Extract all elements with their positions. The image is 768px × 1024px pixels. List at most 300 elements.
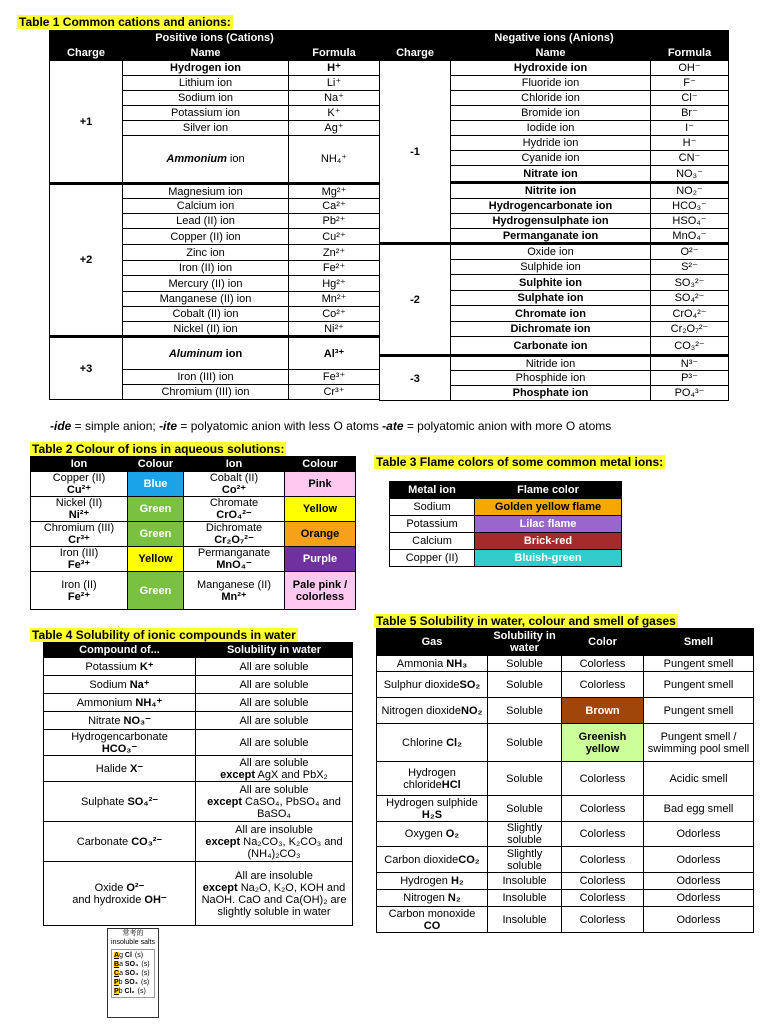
except-label: except [205,835,241,848]
colour-swatch: Green [128,572,184,610]
anion-name: Bromide ion [451,106,651,121]
gas-row [377,672,754,698]
ion-name: Dichromate [205,522,263,534]
inset-rest: b [118,979,123,986]
compound-line [46,731,193,743]
gas-cell [377,873,488,890]
ion-cell [31,497,128,522]
cation-formula: Ag⁺ [289,121,380,136]
gas-cell [377,822,488,847]
charge-cell: +2 [50,184,123,337]
col-name: Name [451,46,651,61]
ion-colour-row [31,547,356,572]
gas-formula: HCl [441,778,461,791]
gas-solubility: Soluble [488,762,562,796]
anion-formula: Cl⁻ [651,91,729,106]
inset-letter: B [114,961,120,968]
solubility-rule: All are insoluble [235,869,313,882]
gas-smell: Odorless [644,907,754,933]
ion-colour-row [31,497,356,522]
flame-color: Bluish-green [475,550,622,567]
cation-formula: Fe³⁺ [289,370,380,385]
ion-name: Iron (III) [59,547,99,559]
ion-cell [31,547,128,572]
gas-solubility: Slightly soluble [488,822,562,847]
solubility-cell [196,822,353,862]
cation-name: Chromium (III) ion [123,385,289,400]
cation-name: Cobalt (II) ion [123,307,289,322]
flame-row [390,516,622,533]
cation-formula: Pb²⁺ [289,214,380,229]
ide-label: -ide [50,419,72,433]
cation-name: Magnesium ion [123,184,289,199]
inset-formula: SO₄ [122,961,139,968]
inset-letter: C [114,970,120,977]
colour-swatch: Blue [128,472,184,497]
gas-smell: Pungent smell / swimming pool smell [644,724,754,762]
compound-line [46,836,193,848]
gas-color: Colorless [562,873,644,890]
gas-name: Hydrogen [400,875,451,887]
inset-formula: SO₄ [122,970,139,977]
compound-line [46,661,193,673]
col-gas: Gas [377,629,488,656]
flame-color: Golden yellow flame [475,499,622,516]
cation-name: Mercury (II) ion [123,276,289,292]
inset-letter: P [114,988,119,995]
cation-formula: Zn²⁺ [289,245,380,261]
compound-cell [44,822,196,862]
ion-name: Chromium (III) [43,522,115,534]
anion-name: Sulphite ion [451,275,651,291]
gas-solubility: Slightly soluble [488,847,562,873]
charge-cell: -1 [380,61,451,244]
gas-row [377,796,754,822]
solubility-cell [196,862,353,926]
table5-gases [376,628,754,933]
inset-formula: SO₄ [122,979,138,986]
anion-formula: CrO₄²⁻ [651,306,729,322]
compound-name: Ammonium [76,696,136,709]
inset-state: (s) [141,961,150,968]
charge-cell: +3 [50,337,123,400]
gas-solubility: Insoluble [488,907,562,933]
except-list: Na₂O, K₂O, KOH and NaOH. CaO and Ca(OH)₂ are slightly soluble in water [201,881,347,918]
anion-formula: Cr₂O₇²⁻ [651,322,729,337]
anion-name: Hydride ion [451,136,651,151]
anion-formula: N³⁻ [651,356,729,371]
anion-formula: NO₂⁻ [651,183,729,199]
anion-name: Hydroxide ion [451,61,651,76]
note-text: = polyatomic anion with more O atoms [403,419,612,433]
inset-state: (s) [134,952,144,959]
suffix-note [50,419,611,433]
gas-solubility: Soluble [488,724,562,762]
gas-smell: Odorless [644,847,754,873]
gas-color: Colorless [562,822,644,847]
flame-row [390,499,622,516]
ion-name: Iron (II) [61,578,97,591]
inset-rest: g [119,952,123,959]
cation-formula: Cr³⁺ [289,385,380,400]
cations-header: Positive ions (Cations) [50,31,380,46]
except-list: Na₂CO₃, K₂CO₃ and (NH₄)₂CO₃ [240,835,343,860]
anion-formula: OH⁻ [651,61,729,76]
compound-name: Oxide [94,881,127,894]
compound-cell [44,676,196,694]
ion-cell [184,522,285,547]
ion-name: Chromate [209,497,259,509]
compound-name: Sodium [89,678,130,691]
gas-cell [377,672,488,698]
ion-cell [184,572,285,610]
cations-body [49,60,380,400]
flame-row [390,550,622,567]
compound-formula: X⁻ [130,762,144,775]
inset-rest: b [118,988,123,995]
compound-line [46,743,193,755]
metal-ion: Sodium [390,499,475,516]
solubility-cell [196,756,353,782]
gas-formula: H₂S [421,808,443,821]
anion-name: Nitrite ion [451,183,651,199]
col-compound: Compound of... [44,643,196,658]
flame-color: Brick-red [475,533,622,550]
compound-line [46,882,193,894]
compound-formula: OH⁻ [144,893,167,906]
metal-ion: Copper (II) [390,550,475,567]
col-name: Name [123,46,289,61]
table4-title: Table 4 Solubility of ionic compounds in water [32,628,296,642]
gas-smell: Odorless [644,873,754,890]
colour-swatch: Yellow [285,497,356,522]
insoluble-salts-inset [107,928,159,1018]
cation-name: Ammonium ion [123,136,289,184]
cation-formula: H⁺ [289,61,380,76]
compound-line [46,679,193,691]
solubility-rule: All are insoluble [235,823,313,836]
inset-subtitle: insoluble salts [111,939,155,946]
table3-flame-colors [389,481,622,567]
gas-cell [377,724,488,762]
col-formula: Formula [651,46,729,61]
compound-formula: SO₄²⁻ [127,795,159,808]
inset-salt [114,960,152,969]
solubility-row [44,712,353,730]
gas-name: Sulphur dioxide [383,678,460,691]
colour-swatch: Purple [285,547,356,572]
ion-formula: Ni²⁺ [68,509,90,521]
metal-ion: Calcium [390,533,475,550]
gas-smell: Pungent smell [644,672,754,698]
anion-name: Cyanide ion [451,151,651,166]
inset-formula: Cl [122,952,132,959]
cation-name: Sodium ion [123,91,289,106]
compound-name: Sulphate [80,795,128,808]
cation-formula: Na⁺ [289,91,380,106]
cation-formula: Li⁺ [289,76,380,91]
anion-name: Sulphide ion [451,260,651,275]
compound-formula: CO₃²⁻ [131,835,163,848]
anions-header: Negative ions (Anions) [380,31,729,46]
inset-salt [114,969,152,978]
cation-formula: Fe²⁺ [289,261,380,276]
cation-name: Calcium ion [123,199,289,214]
gas-formula: CO [423,919,441,932]
gas-row [377,656,754,672]
ion-cell [31,572,128,610]
compound-line [46,715,193,727]
solubility-exception [198,769,350,781]
gas-solubility: Soluble [488,656,562,672]
col-formula: Formula [289,46,380,61]
cation-name: Lithium ion [123,76,289,91]
inset-rest: a [119,970,123,977]
anion-formula: PO₄³⁻ [651,386,729,401]
ion-colour-row [31,472,356,497]
gas-smell: Pungent smell [644,698,754,724]
gas-color: Brown [562,698,644,724]
anion-formula: Br⁻ [651,106,729,121]
inset-letter: P [114,979,119,986]
col-colour: Colour [285,457,356,472]
compound-name: Hydrogencarbonate [71,730,168,743]
cation-name: Iron (II) ion [123,261,289,276]
solubility-row [44,822,353,862]
table5-title: Table 5 Solubility in water, colour and smell of gases [376,614,676,628]
gas-smell: Odorless [644,890,754,907]
anion-formula: CN⁻ [651,151,729,166]
ion-colour-row [31,522,356,547]
aluminum-label: Aluminum [168,347,223,360]
anion-name: Nitride ion [451,356,651,371]
solubility-exception [198,882,350,918]
note-text: = polyatomic anion with less O atoms [177,419,383,433]
inset-letter: A [114,952,120,959]
solubility-cell [196,676,353,694]
solubility-rule: All are soluble [239,696,309,709]
charge-cell: +1 [50,61,123,184]
gas-solubility: Insoluble [488,890,562,907]
gas-name: Ammonia [396,657,447,670]
gas-row [377,724,754,762]
compound-cell [44,658,196,676]
anion-name: Hydrogensulphate ion [451,214,651,229]
solubility-rule: All are soluble [239,678,309,691]
solubility-exception [198,836,350,860]
anion-name: Dichromate ion [451,322,651,337]
col-flame-color: Flame color [475,482,622,499]
gas-color: Colorless [562,672,644,698]
ate-label: -ate [382,419,404,433]
gas-row [377,847,754,873]
cation-formula: K⁺ [289,106,380,121]
gas-formula: Cl₂ [446,736,462,749]
cation-formula: NH₄⁺ [289,136,380,184]
ion-formula: CrO₄²⁻ [216,509,252,521]
col-colour: Colour [128,457,184,472]
gas-cell [377,762,488,796]
gas-color: Colorless [562,890,644,907]
compound-cell [44,694,196,712]
gas-solubility: Insoluble [488,873,562,890]
gas-name: Nitrogen [403,892,448,904]
cation-formula: Mn²⁺ [289,292,380,307]
anion-name: Oxide ion [451,244,651,260]
solubility-row [44,756,353,782]
col-charge: Charge [380,46,451,61]
solubility-exception [198,796,350,820]
except-list: AgX and PbX₂ [255,768,328,781]
cation-name: Lead (II) ion [123,214,289,229]
gas-smell: Pungent smell [644,656,754,672]
cation-formula: Co²⁺ [289,307,380,322]
anion-formula: F⁻ [651,76,729,91]
except-label: except [202,881,238,894]
gas-color: Colorless [562,796,644,822]
solubility-row [44,862,353,926]
gas-solubility: Soluble [488,672,562,698]
gas-smell: Odorless [644,822,754,847]
compound-cell [44,756,196,782]
inset-salt [114,978,152,987]
gas-formula: NO₂ [461,704,483,717]
anion-formula: HCO₃⁻ [651,199,729,214]
compound-name: Potassium [85,660,140,673]
anion-name: Sulphate ion [451,291,651,306]
inset-formula: Cl₂ [122,988,135,995]
ion-name: Permanganate [197,547,271,559]
solubility-rule: All are soluble [239,783,309,796]
compound-formula: NO₃⁻ [123,714,151,727]
gas-cell [377,698,488,724]
ion-cell [184,547,285,572]
inset-rest: a [119,961,123,968]
gas-row [377,907,754,933]
col-charge: Charge [50,46,123,61]
gas-row [377,762,754,796]
cation-name: Hydrogen ion [123,61,289,76]
ammonium-label: Ammonium [166,153,227,165]
cation-formula: Ni²⁺ [289,322,380,337]
anion-formula: CO₃²⁻ [651,337,729,356]
compound-line [46,796,193,808]
charge-cell: -2 [380,244,451,356]
col-ion: Ion [184,457,285,472]
solubility-rule: All are soluble [239,736,309,749]
anion-name: Chromate ion [451,306,651,322]
ion-name: Manganese (II) [197,578,271,591]
solubility-cell [196,712,353,730]
gas-cell [377,907,488,933]
compound-line [46,697,193,709]
gas-name: Chlorine [402,736,447,749]
solubility-row [44,676,353,694]
table2-ion-colours [30,456,356,610]
ion-formula: Fe²⁺ [67,590,91,603]
compound-formula: K⁺ [139,660,154,673]
compound-name: Carbonate [76,835,132,848]
ion-cell [184,497,285,522]
ion-formula: Co²⁺ [221,484,247,496]
ion-formula: Fe³⁺ [67,559,91,571]
gas-formula: N₂ [447,892,461,904]
cation-name: Zinc ion [123,245,289,261]
gas-smell: Acidic smell [644,762,754,796]
gas-formula: SO₂ [459,678,481,691]
gas-formula: H₂ [450,875,464,887]
compound-cell [44,862,196,926]
solubility-rule: All are soluble [239,714,309,727]
gas-formula: NH₃ [446,657,468,670]
gas-color: Colorless [562,762,644,796]
anion-name: Carbonate ion [451,337,651,356]
cation-name: Iron (III) ion [123,370,289,385]
compound-cell [44,730,196,756]
anion-name: Hydrogencarbonate ion [451,199,651,214]
table1-cations-anions [49,30,729,61]
ion-cell [31,472,128,497]
solubility-rule: All are soluble [239,660,309,673]
colour-swatch: Yellow [128,547,184,572]
col-color: Color [562,629,644,656]
colour-swatch: Green [128,497,184,522]
gas-row [377,873,754,890]
gas-solubility: Soluble [488,796,562,822]
anions-body [379,60,729,401]
ion-cell [31,522,128,547]
anion-name: Permanganate ion [451,229,651,244]
gas-formula: O₂ [445,828,460,840]
ion-name: Copper (II) [52,472,106,484]
ion-colour-row [31,572,356,610]
gas-row [377,822,754,847]
col-metal-ion: Metal ion [390,482,475,499]
solubility-row [44,694,353,712]
colour-swatch: Orange [285,522,356,547]
anion-name: Phosphide ion [451,371,651,386]
cation-name: Aluminum ion [123,337,289,370]
ion-cell [184,472,285,497]
ion-formula: Cr³⁺ [68,534,90,546]
anion-formula: O²⁻ [651,244,729,260]
anion-formula: P³⁻ [651,371,729,386]
anion-formula: MnO₄⁻ [651,229,729,244]
ion-formula: Mn²⁺ [221,590,247,603]
ion-formula: Cr₂O₇²⁻ [214,534,254,546]
gas-color: Colorless [562,656,644,672]
col-solubility: Solubility in water [488,629,562,656]
anion-name: Iodide ion [451,121,651,136]
gas-name: Oxygen [404,828,446,840]
gas-name: Hydrogen sulphide [386,796,478,809]
gas-cell [377,890,488,907]
gas-name: Carbon monoxide [388,907,476,920]
anion-formula: S²⁻ [651,260,729,275]
inset-state: (s) [141,970,150,977]
inset-state: (s) [137,988,146,995]
compound-formula: Na⁺ [129,678,150,691]
inset-salt [114,987,152,996]
cation-formula: Cu²⁺ [289,229,380,245]
table2-title: Table 2 Colour of ions in aqueous solutions: [32,442,285,456]
anion-formula: H⁻ [651,136,729,151]
solubility-cell [196,694,353,712]
cation-formula: Hg²⁺ [289,276,380,292]
solubility-row [44,782,353,822]
cation-formula: Mg²⁺ [289,184,380,199]
gas-color: Greenish yellow [562,724,644,762]
